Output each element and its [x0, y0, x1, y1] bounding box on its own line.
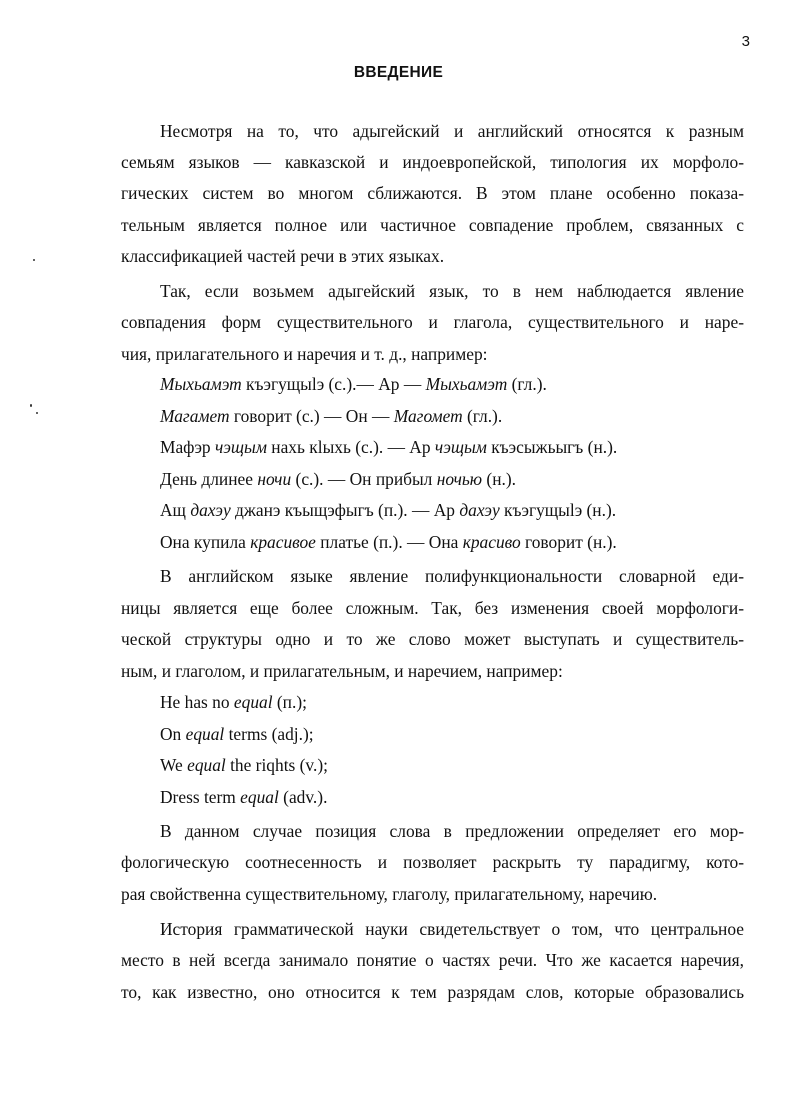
italic-word: equal: [185, 724, 225, 744]
scan-speck: [30, 404, 32, 407]
text-span: (н.).: [482, 469, 516, 489]
text-span: (п.);: [272, 692, 307, 712]
example-line: [160, 749, 744, 781]
text-span: terms (adj.);: [224, 724, 314, 744]
page-number: 3: [741, 33, 750, 50]
text-span: On: [160, 724, 186, 744]
text-span: (гл.).: [507, 374, 547, 394]
italic-word: дахэу: [459, 500, 500, 520]
text-span: классификацией частей речи в этих языках.: [121, 246, 445, 266]
text-span: говорит (с.) — Он —: [229, 406, 394, 426]
text-span: ницы является еще более сложным. Так, без изменения своей морфологи-: [121, 598, 744, 618]
text-line: [121, 846, 744, 878]
italic-word: Мыхьамэт: [425, 374, 508, 394]
example-line: [160, 494, 744, 526]
text-span: We: [160, 755, 188, 775]
text-span: ческой структуры одно и то же слово может выступать и существитель-: [121, 629, 744, 649]
italic-word: ночи: [257, 469, 292, 489]
text-span: къэгущыlэ (н.).: [499, 500, 617, 520]
example-line: [160, 431, 744, 463]
text-span: the riqhts (v.);: [225, 755, 328, 775]
italic-word: ночью: [436, 469, 483, 489]
example-line: [160, 526, 744, 558]
text-span: Dress term: [160, 787, 241, 807]
text-span: День длинее: [160, 469, 258, 489]
text-line: [121, 878, 744, 910]
text-span: He has no: [160, 692, 234, 712]
scan-speck: [33, 259, 35, 261]
italic-word: equal: [233, 692, 273, 712]
text-span: къэгущыlэ (с.).— Ар —: [241, 374, 426, 394]
text-span: Несмотря на то, что адыгейский и английский относятся к разным: [160, 121, 744, 141]
text-span: (гл.).: [462, 406, 503, 426]
text-span: семьям языков — кавказской и индоевропейской, типология их морфоло-: [121, 152, 744, 172]
text-span: платье (п.). — Она: [315, 532, 463, 552]
text-line: [121, 592, 744, 624]
text-line: [160, 913, 744, 945]
text-line: [121, 655, 744, 687]
text-span: В английском языке явление полифункциональности словарной еди-: [160, 566, 744, 586]
text-span: говорит (н.).: [520, 532, 617, 552]
text-span: Мафэр: [160, 437, 215, 457]
italic-word: Магомет: [393, 406, 463, 426]
example-line: [160, 400, 744, 432]
text-span: Так, если возьмем адыгейский язык, то в нем наблюдается явление: [160, 281, 744, 301]
text-span: фологическую соотнесенность и позволяет раскрыть ту парадигму, кото-: [121, 852, 744, 872]
text-span: (с.). — Он прибыл: [291, 469, 437, 489]
text-line: [121, 177, 744, 209]
scan-speck: [36, 412, 38, 414]
text-span: Она купила: [160, 532, 251, 552]
text-span: гических систем во многом сближаются. В этом плане особенно показа-: [121, 183, 744, 203]
italic-word: красивое: [250, 532, 316, 552]
text-span: ным, и глаголом, и прилагательным, и наречием, например:: [121, 661, 563, 681]
text-line: [121, 944, 744, 976]
text-line: [121, 976, 744, 1008]
text-span: Ащ: [160, 500, 191, 520]
text-line: [121, 240, 744, 272]
text-line: [121, 623, 744, 655]
example-line: [160, 781, 744, 813]
example-line: [160, 686, 744, 718]
text-span: (adv.).: [278, 787, 328, 807]
italic-word: equal: [240, 787, 279, 807]
text-line: [160, 815, 744, 847]
text-span: В данном случае позиция слова в предложении определяет его мор-: [160, 821, 744, 841]
text-span: нахь кlыхь (с.). — Ар: [266, 437, 435, 457]
text-line: [121, 209, 744, 241]
italic-word: чэщым: [214, 437, 267, 457]
text-span: тельным является полное или частичное совпадение проблем, связанных с: [121, 215, 744, 235]
text-line: [160, 275, 744, 307]
text-line: [121, 338, 744, 370]
italic-word: equal: [187, 755, 226, 775]
page-title: ВВЕДЕНИЕ: [353, 64, 444, 81]
italic-word: красиво: [462, 532, 521, 552]
text-span: совпадения форм существительного и глагола, существительного и наре-: [121, 312, 744, 332]
text-span: История грамматической науки свидетельствует о том, что центральное: [160, 919, 744, 939]
text-span: къэсыжьыгъ (н.).: [486, 437, 618, 457]
italic-word: чэщым: [434, 437, 487, 457]
text-span: место в ней всегда занимало понятие о частях речи. Что же касается наречия,: [121, 950, 744, 970]
italic-word: дахэу: [190, 500, 231, 520]
text-line: [121, 146, 744, 178]
text-line: [160, 560, 744, 592]
text-span: рая свойственна существительному, глаголу, прилагательному, наречию.: [121, 884, 658, 904]
text-line: [160, 115, 744, 147]
italic-word: Мыхьамэт: [160, 374, 242, 394]
text-line: [121, 306, 744, 338]
example-line: [160, 463, 744, 495]
text-span: то, как известно, оно относится к тем разрядам слов, которые образовались: [121, 982, 744, 1002]
example-line: [160, 718, 744, 750]
italic-word: Магамет: [160, 406, 230, 426]
text-span: джанэ къыщэфыгъ (п.). — Ар: [230, 500, 460, 520]
example-line: [160, 368, 744, 400]
text-span: чия, прилагательного и наречия и т. д., например:: [121, 344, 488, 364]
